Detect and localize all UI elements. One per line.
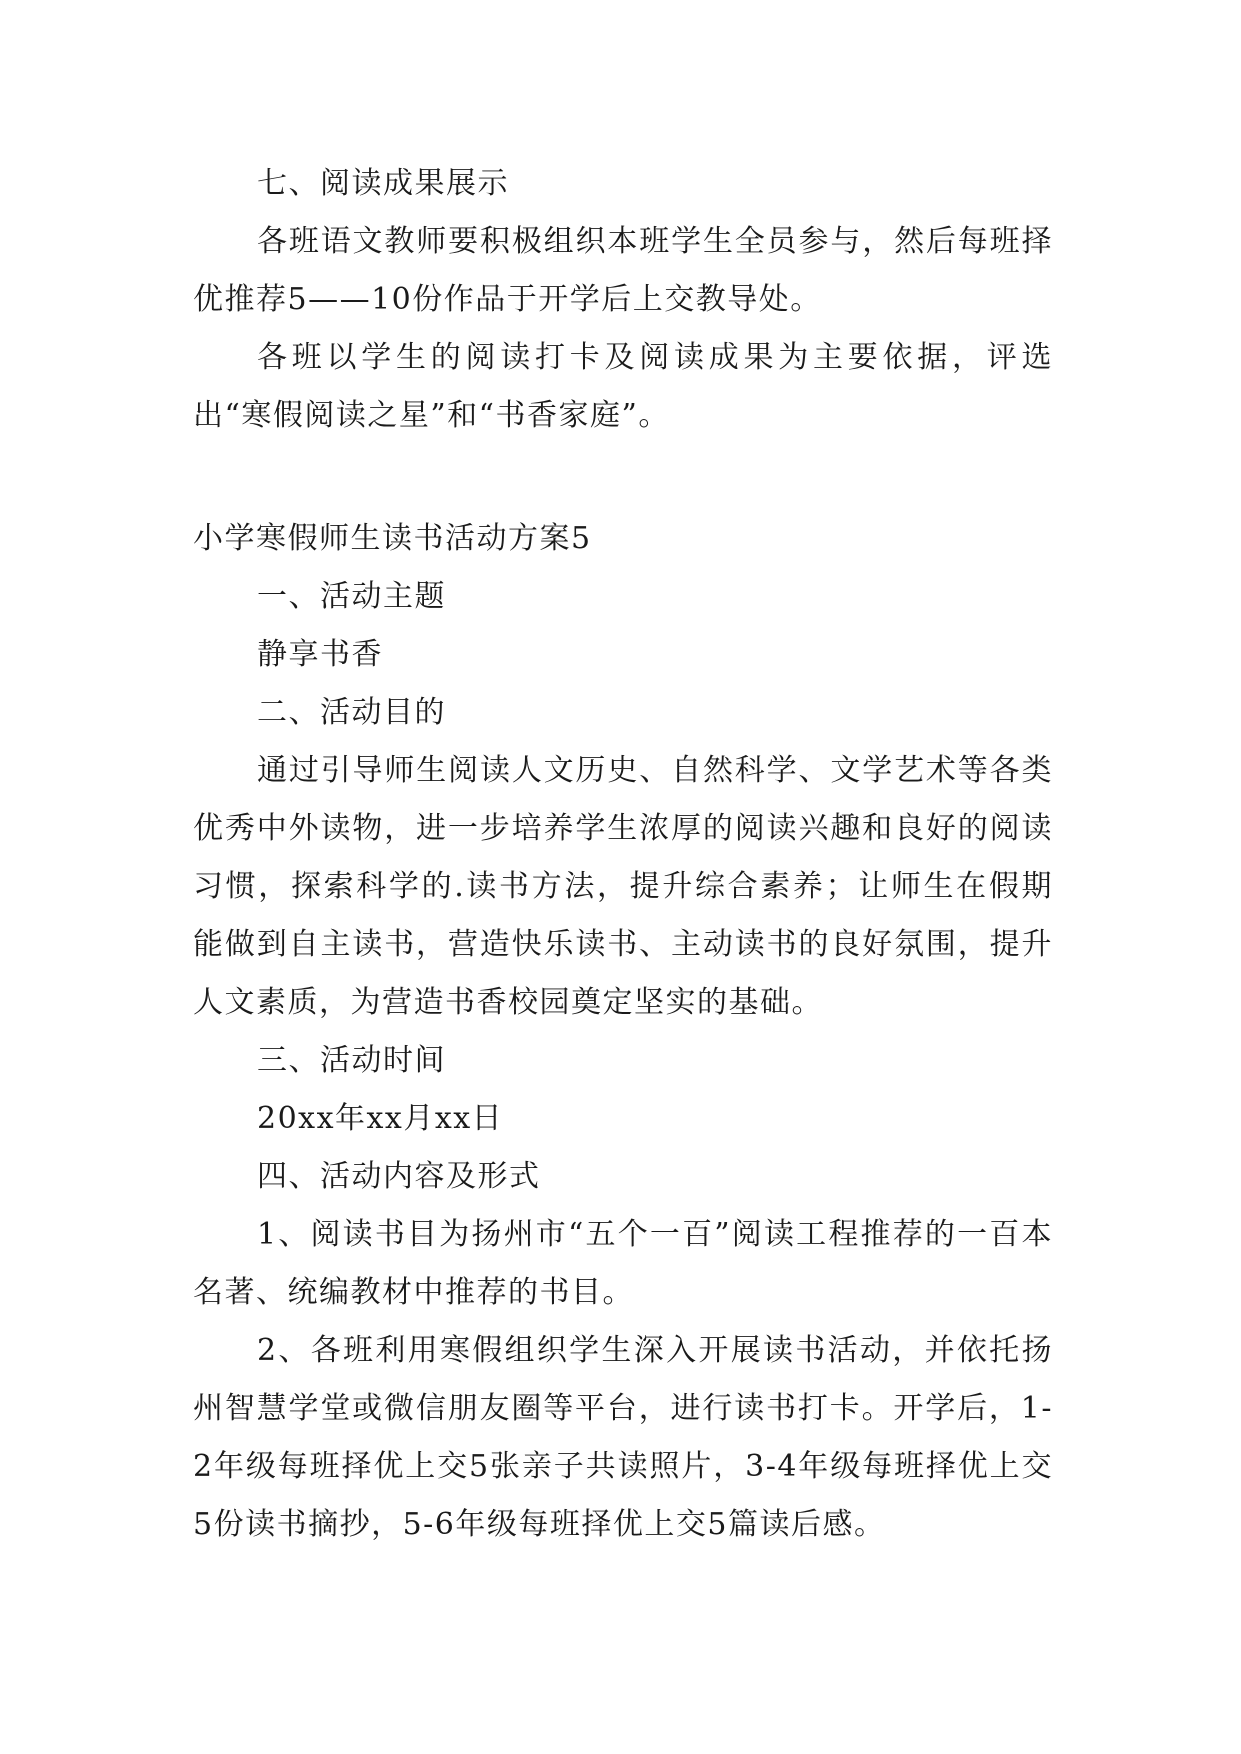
section-plan-5 bbox=[193, 510, 1053, 1554]
section-reading-results bbox=[193, 155, 1053, 445]
document-title: 小学寒假师生读书活动方案5 bbox=[193, 521, 592, 556]
paragraph: 通过引导师生阅读人文历史、自然科学、文学艺术等各类优秀中外读物，进一步培养学生浓厚的阅读兴趣和良好的阅读习惯，探索科学的.读书方法，提升综合素养；让师生在假期能做到自主读书，营造快乐读书、主动读书的良好氛围，提升人文素质，为营造书香校园奠定坚实的基础。 bbox=[193, 753, 1053, 1020]
section-heading: 一、活动主题 bbox=[257, 579, 446, 614]
list-item: 2、各班利用寒假组织学生深入开展读书活动，并依托扬州智慧学堂或微信朋友圈等平台，进行读书打卡。开学后，1-2年级每班择优上交5张亲子共读照片，3-4年级每班择优上交5份读书摘抄，5-6年级每班择优上交5篇读后感。 bbox=[193, 1333, 1053, 1542]
section-heading: 七、阅读成果展示 bbox=[257, 166, 509, 201]
section-heading: 四、活动内容及形式 bbox=[257, 1159, 541, 1194]
section-heading: 二、活动目的 bbox=[257, 695, 446, 730]
list-item: 1、阅读书目为扬州市“五个一百”阅读工程推荐的一百本名著、统编教材中推荐的书目。 bbox=[193, 1217, 1053, 1310]
paragraph: 静享书香 bbox=[257, 637, 383, 672]
paragraph: 20xx年xx月xx日 bbox=[257, 1101, 504, 1136]
paragraph: 各班以学生的阅读打卡及阅读成果为主要依据，评选出“寒假阅读之星”和“书香家庭”。 bbox=[193, 340, 1053, 433]
section-heading: 三、活动时间 bbox=[257, 1043, 446, 1078]
paragraph: 各班语文教师要积极组织本班学生全员参与，然后每班择优推荐5——10份作品于开学后上交教导处。 bbox=[193, 224, 1053, 317]
